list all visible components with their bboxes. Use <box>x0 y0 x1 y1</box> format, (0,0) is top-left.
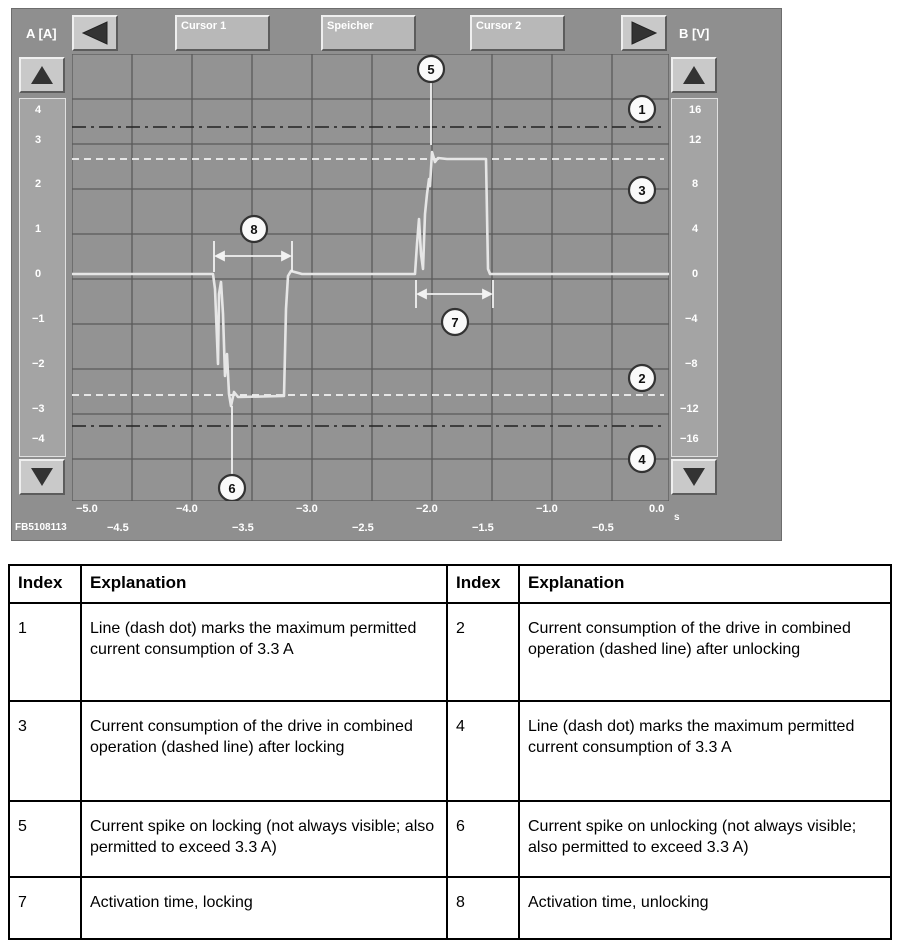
callout-7 <box>442 309 468 335</box>
left-scale-label: −4 <box>32 433 45 445</box>
x-tick-label: 0.0 <box>649 503 665 515</box>
table-row <box>9 877 891 939</box>
left-scale-label: −1 <box>32 313 45 325</box>
x-tick-label: −2.5 <box>352 522 374 534</box>
x-tick-label: −3.0 <box>296 503 318 515</box>
left-axis-title: A [A] <box>26 26 57 41</box>
scroll-right-button[interactable] <box>621 15 667 51</box>
svg-text:6: 6 <box>228 481 236 496</box>
svg-text:2: 2 <box>638 371 646 386</box>
right-scale-label: −8 <box>685 358 698 370</box>
waveform-plot <box>72 54 669 501</box>
explanation-cell: Line (dash dot) marks the maximum permitted current consumption of 3.3 A <box>81 603 447 701</box>
header-explanation: Explanation <box>81 565 447 603</box>
table-header-row <box>9 565 891 603</box>
right-scale-label: −12 <box>680 403 699 415</box>
left-scale-label: −3 <box>32 403 45 415</box>
svg-text:7: 7 <box>451 315 459 330</box>
x-tick-label: −2.0 <box>416 503 438 515</box>
index-cell: 4 <box>447 701 519 801</box>
index-cell: 2 <box>447 603 519 701</box>
x-tick-label: −1.5 <box>472 522 494 534</box>
explanation-cell: Current spike on unlocking (not always visible; also permitted to exceed 3.3 A) <box>519 801 891 877</box>
explanation-cell: Line (dash dot) marks the maximum permitted current consumption of 3.3 A <box>519 701 891 801</box>
callout-1 <box>629 96 655 122</box>
svg-text:4: 4 <box>638 452 646 467</box>
right-axis-title: B [V] <box>679 26 710 41</box>
explanation-cell: Activation time, locking <box>81 877 447 939</box>
callout-2 <box>629 365 655 391</box>
explanation-cell: Current consumption of the drive in combined operation (dashed line) after locking <box>81 701 447 801</box>
index-cell: 5 <box>9 801 81 877</box>
svg-text:3: 3 <box>638 183 646 198</box>
triangle-up-icon <box>679 63 709 87</box>
left-scale-label: 2 <box>35 178 42 190</box>
triangle-down-icon <box>27 465 57 489</box>
svg-text:8: 8 <box>250 222 258 237</box>
left-scale-up-button[interactable] <box>19 57 65 93</box>
right-scale-label: 4 <box>692 223 699 235</box>
right-scale-up-button[interactable] <box>671 57 717 93</box>
svg-text:5: 5 <box>427 62 435 77</box>
table-row <box>9 603 891 701</box>
x-tick-label: −5.0 <box>76 503 98 515</box>
right-scale-label: 0 <box>692 268 699 280</box>
oscilloscope-panel <box>11 8 782 541</box>
right-scale-label: −16 <box>680 433 699 445</box>
triangle-right-icon <box>629 20 659 46</box>
right-scale-label: 12 <box>689 134 702 146</box>
table-row <box>9 801 891 877</box>
header-index: Index <box>9 565 81 603</box>
left-scale-label: 1 <box>35 223 42 235</box>
x-tick-label: −1.0 <box>536 503 558 515</box>
index-cell: 6 <box>447 801 519 877</box>
explanation-cell: Current spike on locking (not always visible; also permitted to exceed 3.3 A) <box>81 801 447 877</box>
right-scale-label: 16 <box>689 104 702 116</box>
x-tick-label: −4.0 <box>176 503 198 515</box>
header-explanation: Explanation <box>519 565 891 603</box>
right-scale-label: −4 <box>685 313 698 325</box>
x-tick-label: −3.5 <box>232 522 254 534</box>
x-tick-label: −0.5 <box>592 522 614 534</box>
callout-4 <box>629 446 655 472</box>
left-scale-label: 3 <box>35 134 42 146</box>
cursor-1-button[interactable]: Cursor 1 <box>175 15 270 51</box>
index-cell: 3 <box>9 701 81 801</box>
explanation-cell: Activation time, unlocking <box>519 877 891 939</box>
triangle-left-icon <box>80 20 110 46</box>
left-scale-label: 0 <box>35 268 42 280</box>
left-scale-label: −2 <box>32 358 45 370</box>
index-cell: 7 <box>9 877 81 939</box>
table-row <box>9 701 891 801</box>
left-scale-box <box>19 98 66 457</box>
explanation-cell: Current consumption of the drive in combined operation (dashed line) after unlocking <box>519 603 891 701</box>
left-scale-down-button[interactable] <box>19 459 65 495</box>
callout-8 <box>241 216 267 242</box>
x-unit-label: s <box>674 512 680 523</box>
memory-button[interactable]: Speicher <box>321 15 416 51</box>
cursor-2-button[interactable]: Cursor 2 <box>470 15 565 51</box>
scroll-left-button[interactable] <box>72 15 118 51</box>
svg-text:1: 1 <box>638 102 646 117</box>
callout-3 <box>629 177 655 203</box>
left-scale-label: 4 <box>35 104 42 116</box>
header-index: Index <box>447 565 519 603</box>
callout-5 <box>418 56 444 82</box>
figure-id: FB5108113 <box>15 522 67 533</box>
index-cell: 8 <box>447 877 519 939</box>
triangle-down-icon <box>679 465 709 489</box>
explanation-table <box>8 564 892 940</box>
triangle-up-icon <box>27 63 57 87</box>
right-scale-box <box>671 98 718 457</box>
index-cell: 1 <box>9 603 81 701</box>
x-tick-label: −4.5 <box>107 522 129 534</box>
callout-6 <box>219 475 245 501</box>
right-scale-label: 8 <box>692 178 699 190</box>
right-scale-down-button[interactable] <box>671 459 717 495</box>
